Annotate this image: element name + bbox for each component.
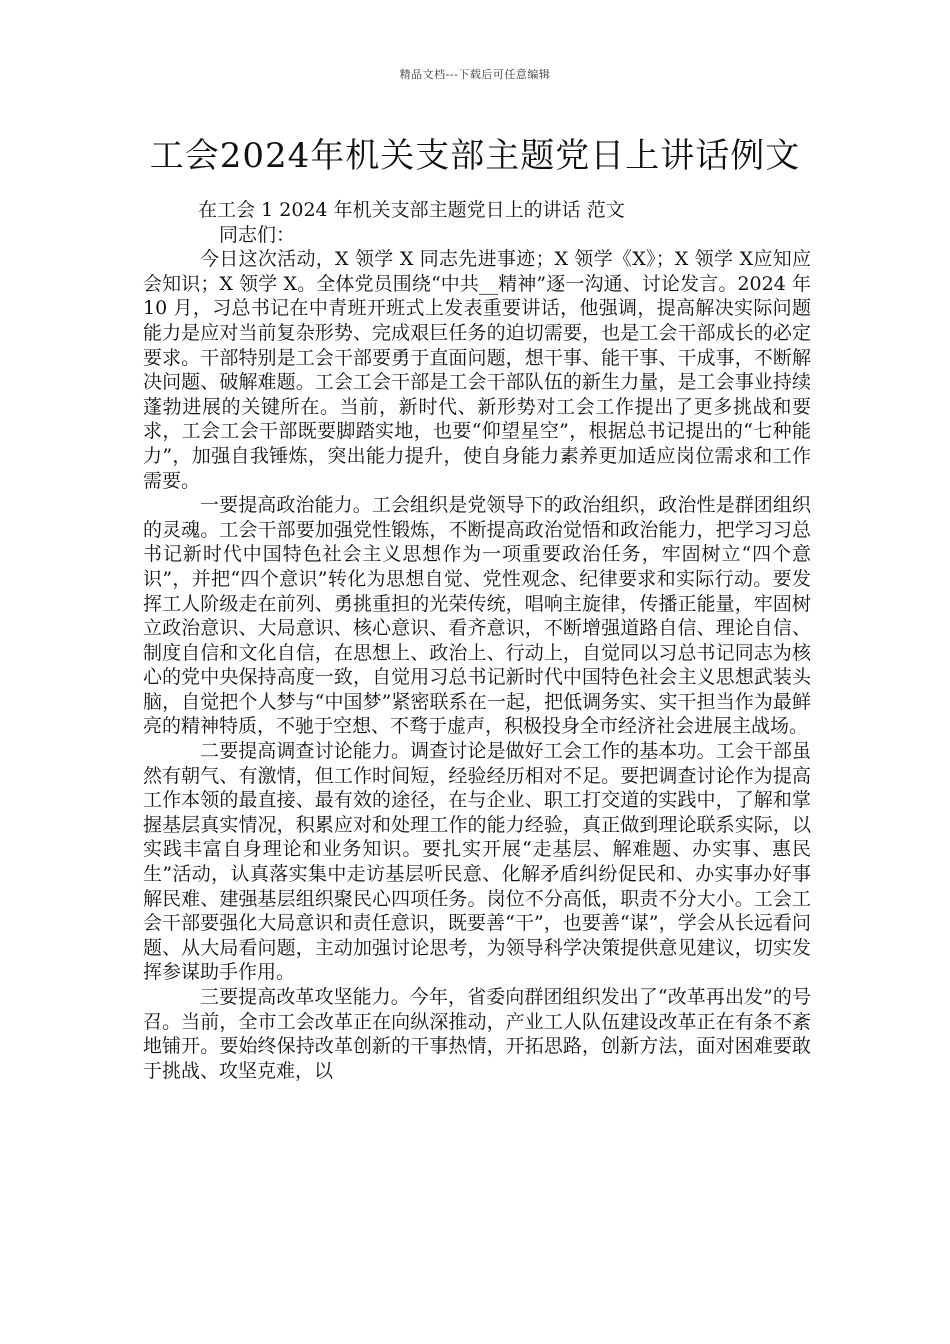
- paragraph-political-ability: 一要提高政治能力。工会组织是党领导下的政治组织，政治性是群团组织的灵魂。工会干部要加强党性锻炼，不断提高政治觉悟和政治能力，把学习习总书记新时代中国特色社会主义思想作为一项重要政治任务，牢固树立“四个意识”，并把“四个意识”转化为思想自觉、党性观念、纪律要求和实际行动。要发挥工人阶级走在前列、勇挑重担的光荣传统，唱响主旋律，传播正能量，牢固树立政治意识、大局意识、核心意识、看齐意识，不断增强道路自信、理论自信、制度自信和文化自信，在思想上、政治上、行动上，自觉同以习总书记同志为核心的党中央保持高度一致，自觉用习总书记新时代中国特色社会主义思想武装头脑，自觉把个人梦与“中国梦”紧密联系在一起，把低调务实、实干担当作为最鲜亮的精神特质，不驰于空想、不骛于虚声，积极投身全市经济社会进展主战场。: [143, 494, 811, 738]
- page-header-note: 精品文档---下载后可任意编辑: [399, 68, 551, 81]
- document-title: 工会2024年机关支部主题党日上讲话例文: [149, 136, 801, 176]
- speech-greeting: 同志们：: [219, 223, 296, 246]
- speech-subtitle: 在工会 1 2024 年机关支部主题党日上的讲话 范文: [198, 199, 625, 221]
- document-body: [143, 198, 811, 1083]
- paragraph-reform-ability: 三要提高改革攻坚能力。今年，省委向群团组织发出了“改革再出发”的号召。当前，全市工会改革正在向纵深推动，产业工人队伍建设改革正在有条不紊地铺开。要始终保持改革创新的干事热情，开拓思路，创新方法，面对困难要敢于挑战、攻坚克难，以: [143, 986, 811, 1082]
- paragraph-opening: 今日这次活动，X 领学 X 同志先进事迹；X 领学《X》；X 领学 X应知应会知识；X 领学 X。全体党员围绕“中共__精神”逐一沟通、讨论发言。2024 年 10 月，习总书记在中青班开班式上发表重要讲话，他强调，提高解决实际问题能力是应对当前复杂形势、完成艰巨任务的迫切需要，也是工会干部成长的必定要求。干部特别是工会干部要勇于直面问题，想干事、能干事、干成事，不断解决问题、破解难题。工会工会干部是工会干部队伍的新生力量，是工会事业持续蓬勃进展的关键所在。当前，新时代、新形势对工会工作提出了更多挑战和要求，工会工会干部既要脚踏实地，也要“仰望星空”，根据总书记提出的“七种能力”，加强自我锤炼，突出能力提升，使自身能力素养更加适应岗位需求和工作需要。: [143, 248, 811, 492]
- paragraph-research-ability: 二要提高调查讨论能力。调查讨论是做好工会工作的基本功。工会干部虽然有朝气、有激情，但工作时间短，经验经历相对不足。要把调查讨论作为提高工作本领的最直接、最有效的途径，在与企业、职工打交道的实践中，了解和掌握基层真实情况，积累应对和处理工作的能力经验，真正做到理论联系实际，以实践丰富自身理论和业务知识。要扎实开展“走基层、解难题、办实事、惠民生”活动，认真落实集中走访基层听民意、化解矛盾纠纷促民和、办实事办好事解民难、建强基层组织聚民心四项任务。岗位不分高低，职责不分大小。工会工会干部要强化大局意识和责任意识，既要善“干”，也要善“谋”，学会从长远看问题、从大局看问题，主动加强讨论思考，为领导科学决策提供意见建议，切实发挥参谋助手作用。: [143, 740, 811, 984]
